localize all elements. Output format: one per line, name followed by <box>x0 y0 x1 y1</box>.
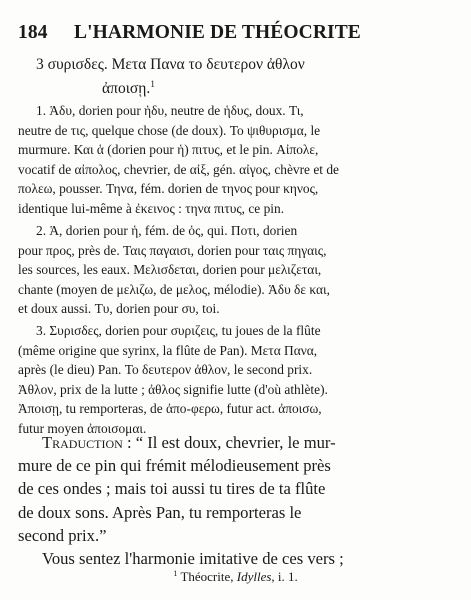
verse-line-2: ἀποισῃ.$^1$ <box>102 80 155 97</box>
translation-label: Traduction <box>42 433 123 452</box>
note-line: les sources, les eaux. Μελισδεται, dorien pour μελιζεται, <box>18 262 322 278</box>
note-line: pour προς, près de. Ταις παγαισι, dorien pour ταις πηγαις, <box>18 242 327 258</box>
page-header <box>18 22 458 44</box>
translation-paragraph <box>18 431 450 570</box>
note-line: Ἀποισῃ, tu remporteras, de ἀπο-φερω, futur act. ἀποισω, <box>18 401 322 417</box>
note-line: après (le dieu) Pan. Το δευτερον ἀθλον, le second prix. <box>18 362 313 378</box>
page-number: 184 <box>18 22 48 43</box>
note-line: (même origine que syrinx, la flûte de Pan). Μετα Πανα, <box>18 342 318 358</box>
note-line: chante (moyen de μελιζω, de μελος, mélodie). Ἁδυ δε και, <box>18 281 330 297</box>
body-line: Vous sentez l'harmonie imitative de ces vers ; <box>42 549 344 569</box>
footnote-marker: 1 <box>150 80 155 90</box>
footnote-ref: , i. 1. <box>271 569 298 584</box>
translation-line: de doux sons. Après Pan, tu remporteras le <box>18 502 302 522</box>
note-line: identique lui-même à ἐκεινος : τηνα πιτυς, ce pin. <box>18 200 285 216</box>
note-1 <box>18 101 450 219</box>
note-line: 3. Συρισδες, dorien pour συριζεις, tu joues de la flûte <box>36 323 321 338</box>
note-line: futur moyen ἀποισομαι. <box>18 420 147 436</box>
translation-line: Traduction : “ Il est doux, chevrier, le mur- <box>42 433 336 452</box>
footnote-author: Théocrite, <box>180 569 237 584</box>
greek-verse <box>30 54 450 99</box>
footnote-work: Idylles <box>236 569 272 584</box>
note-2 <box>18 221 450 319</box>
note-3 <box>18 321 450 439</box>
note-line: Ἀθλον, prix de la lutte ; ἀθλος signifie lutte (d'où athlète). <box>18 381 328 397</box>
note-line: murmure. Και ἁ (dorien pour ἡ) πιτυς, et le pin. Αἰπολε, <box>18 142 319 158</box>
note-line: vocatif de αἰπολος, chevrier, de αἰξ, gén. αἰγος, chèvre et de <box>18 161 339 177</box>
footnote-number: 1 <box>173 568 178 578</box>
note-line: neutre de τις, quelque chose (de doux). Το ψιθυρισμα, le <box>18 122 321 138</box>
translation-line: mure de ce pin qui frémit mélodieusement près <box>18 456 331 476</box>
verse-line-1: 3 συρισδες. Μετα Πανα το δευτερον ἀθλον <box>36 56 305 73</box>
footnote <box>0 568 471 585</box>
note-line: et doux aussi. Τυ, dorien pour συ, toi. <box>18 301 220 317</box>
translation-line: second prix.” <box>18 525 107 545</box>
note-line: πολεω, pousser. Τηνα, fém. dorien de τηνος pour κηνος, <box>18 181 319 197</box>
note-line: 1. Ἁδυ, dorien pour ἡδυ, neutre de ἡδυς, doux. Τι, <box>36 103 304 118</box>
translation-line: de ces ondes ; mais toi aussi tu tires de ta flûte <box>18 479 326 499</box>
note-line: 2. Ἁ, dorien pour ἡ, fém. de ὁς, qui. Ποτι, dorien <box>36 223 298 238</box>
running-title: L'HARMONIE DE THÉOCRITE <box>74 22 361 43</box>
